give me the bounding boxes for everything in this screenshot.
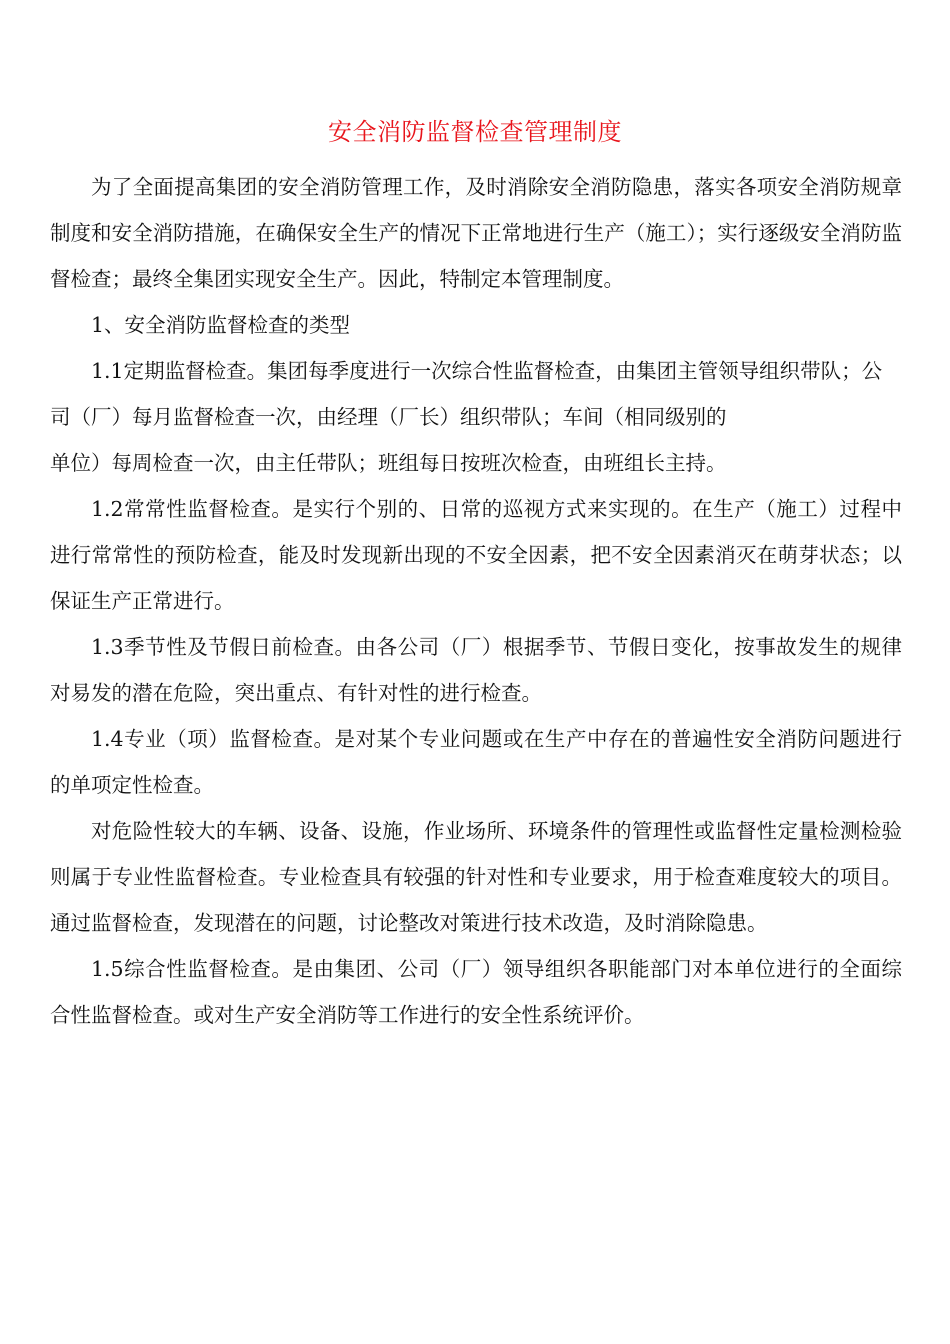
section-heading: 1、安全消防监督检查的类型 — [91, 313, 351, 337]
paragraph-1-3: 1.3季节性及节假日前检查。由各公司（厂）根据季节、节假日变化，按事故发生的规律对易发的潜在危险，突出重点、有针对性的进行检查。 — [50, 635, 902, 705]
paragraph-1-2: 1.2常常性监督检查。是实行个别的、日常的巡视方式来实现的。在生产（施工）过程中进行常常性的预防检查，能及时发现新出现的不安全因素，把不安全因素消灭在萌芽状态；以保证生产正常进行。 — [50, 497, 902, 613]
paragraph-1-5: 1.5综合性监督检查。是由集团、公司（厂）领导组织各职能部门对本单位进行的全面综合性监督检查。或对生产安全消防等工作进行的安全性系统评价。 — [50, 957, 902, 1027]
paragraph-1-4: 1.4专业（项）监督检查。是对某个专业问题或在生产中存在的普遍性安全消防问题进行的单项定性检查。 — [50, 727, 902, 797]
document-title: 安全消防监督检查管理制度 — [328, 118, 622, 146]
paragraph-specialized-inspection: 对危险性较大的车辆、设备、设施，作业场所、环境条件的管理性或监督性定量检测检验则属于专业性监督检查。专业检查具有较强的针对性和专业要求，用于检查难度较大的项目。通过监督检查，发现潜在的问题，讨论整改对策进行技术改造，及时消除隐患。 — [50, 819, 902, 935]
intro-paragraph: 为了全面提高集团的安全消防管理工作，及时消除安全消防隐患，落实各项安全消防规章制度和安全消防措施，在确保安全生产的情况下正常地进行生产（施工）；实行逐级安全消防监督检查；最终全集团实现安全生产。因此，特制定本管理制度。 — [50, 175, 902, 291]
paragraph-1-1: 1.1定期监督检查。集团每季度进行一次综合性监督检查，由集团主管领导组织带队；公司（厂）每月监督检查一次，由经理（厂长）组织带队；车间（相同级别的 — [50, 359, 883, 429]
paragraph-1-1-continued: 单位）每周检查一次，由主任带队；班组每日按班次检查，由班组长主持。 — [50, 451, 727, 475]
document-body — [50, 164, 902, 1038]
